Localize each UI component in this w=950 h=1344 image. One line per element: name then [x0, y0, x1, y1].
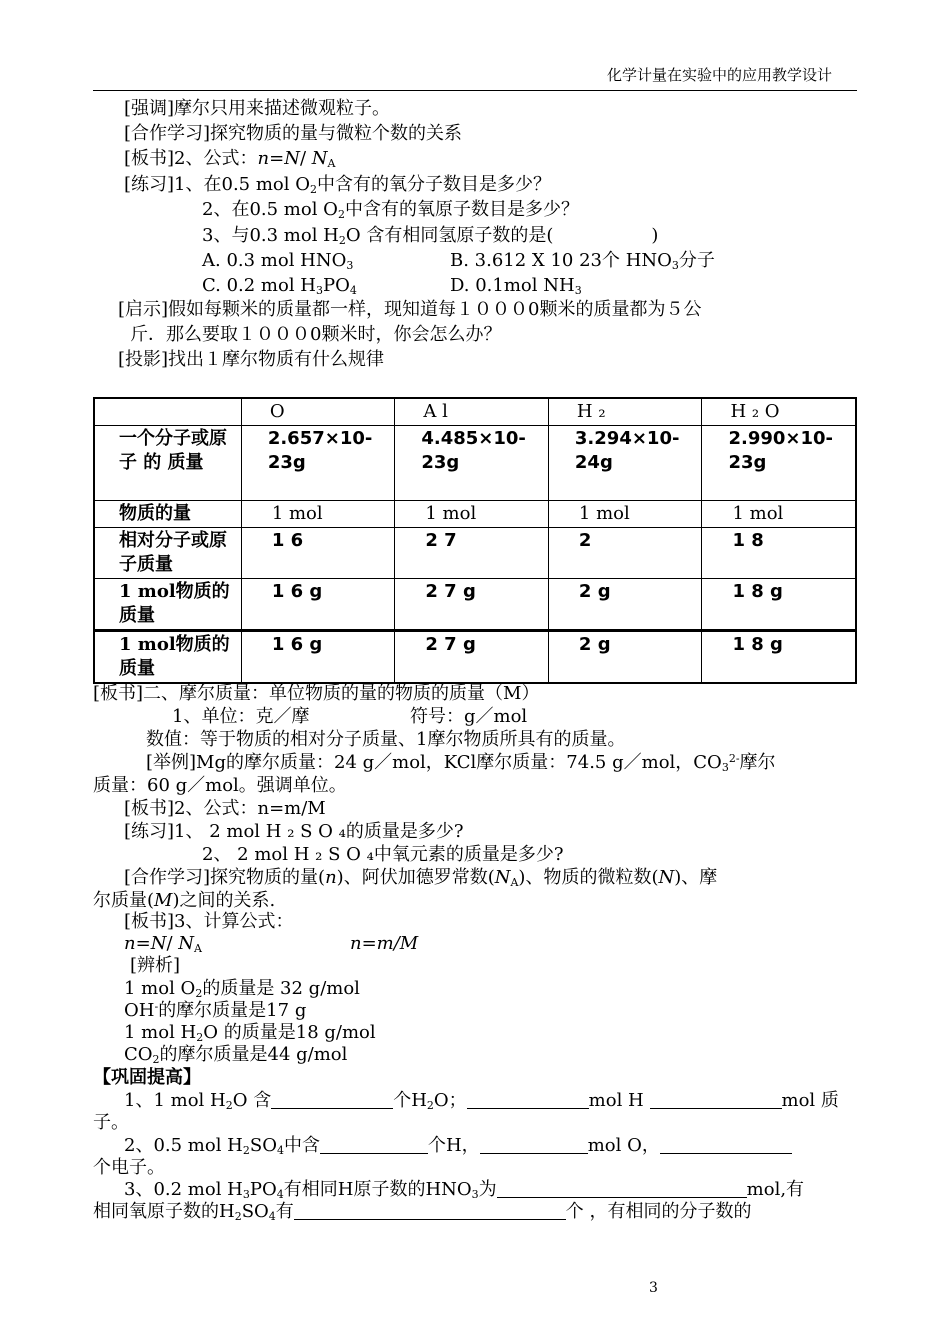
answer-blank[interactable] — [271, 1090, 393, 1109]
row-label: 1 mol物质的质量 — [94, 579, 241, 631]
answer-blank[interactable] — [497, 1179, 747, 1198]
row-label: 一个分子或原 子 的 质量 — [94, 426, 241, 501]
table-row — [94, 426, 856, 501]
exercise-3: 3、与0.3 mol $H_2O$ 含有相同氢原子数的是( ) — [202, 225, 659, 247]
formula-n-m: n=m/M — [350, 933, 419, 954]
table-cell: 1 6 g — [241, 631, 395, 684]
table-cell: 4.485×10-23g — [395, 426, 549, 501]
table-cell: 1 mol — [548, 501, 702, 528]
discrimination-3: 1 mol $H_2O$ 的质量是18 g/mol — [124, 1022, 376, 1044]
exercise-mass-2: 2、 2 mol H ₂ S O ₄中氧元素的质量是多少? — [202, 844, 564, 865]
exercise-1: [练习]1、在0.5 mol $O_2$中含有的氧分子数目是多少？ — [124, 174, 551, 196]
table-cell: 2 g — [548, 579, 702, 631]
table-row — [94, 631, 856, 684]
page-header: 化学计量在实验中的应用教学设计 — [606, 66, 832, 84]
table-header-cell: H ₂ — [548, 398, 702, 426]
projection-line: [投影]找出１摩尔物质有什么规律 — [118, 349, 385, 370]
discrimination-2: OH-的摩尔质量是17 g — [124, 1000, 307, 1021]
page-number: 3 — [649, 1280, 658, 1296]
discrimination-label: [辨析] — [130, 955, 181, 976]
table-cell: 2 g — [548, 631, 702, 684]
question-1-cont: 子。 — [93, 1112, 129, 1133]
table-cell: 1 8 — [702, 528, 856, 579]
value-line: 数值：等于物质的相对分子质量、1摩尔物质所具有的质量。 — [146, 729, 626, 750]
answer-blank[interactable] — [660, 1135, 792, 1154]
table-cell: 1 6 g — [241, 579, 395, 631]
coop-study-line-2: [合作学习]探究物质的量(n)、阿伏加德罗常数$(N_A)$、物质的微粒数(N)、摩 — [124, 867, 718, 889]
board-formula-2: [板书]2、公式：n=m/M — [124, 798, 326, 819]
question-3-cont: 相同氧原子数的$H_2SO_4$有 个 ，有相同的分子数的 — [93, 1201, 752, 1223]
row-label: 相对分子或原子质量 — [94, 528, 241, 579]
option-a: A. 0.3 mol $HNO_3$ — [202, 250, 354, 272]
exercise-mass-1: [练习]1、 2 mol H ₂ S O ₄的质量是多少? — [124, 821, 464, 842]
table-cell: 2 7 g — [395, 579, 549, 631]
coop-study-line-3: 尔质量(M)之间的关系. — [93, 890, 276, 911]
question-2-cont: 个电子。 — [93, 1157, 165, 1178]
table-cell: 1 6 — [241, 528, 395, 579]
discrimination-1: 1 mol $O_2$的质量是 32 g/mol — [124, 978, 360, 1000]
example-line-2: 质量：60 g／mol。强调单位。 — [93, 775, 347, 796]
row-label: 1 mol物质的质量 — [94, 631, 241, 684]
table-cell: 1 mol — [395, 501, 549, 528]
board-molar-mass: [板书]二、摩尔质量：单位物质的量的物质的质量（M） — [93, 683, 540, 704]
table-row — [94, 528, 856, 579]
symbol-line: 符号：g／mol — [410, 706, 528, 727]
table-header-cell: A l — [395, 398, 549, 426]
table-row — [94, 579, 856, 631]
coop-study-line: [合作学习]探究物质的量与微粒个数的关系 — [124, 123, 463, 144]
inspiration-line-2: 斤．那么要取１０００0颗米时，你会怎么办？ — [130, 324, 502, 345]
table-cell: 1 8 g — [702, 631, 856, 684]
option-b: B. 3.612 X 10 23个 $HNO_3$分子 — [450, 250, 715, 272]
header-rule — [93, 90, 857, 91]
emphasis-line: [强调]摩尔只用来描述微观粒子。 — [124, 98, 391, 119]
table-cell: 1 mol — [702, 501, 856, 528]
table-row — [94, 501, 856, 528]
exercise-2: 2、在0.5 mol $O_2$中含有的氧原子数目是多少？ — [202, 199, 579, 221]
board-calc-formula: [板书]3、计算公式： — [124, 911, 294, 932]
option-c: C. 0.2 mol $H_3PO_4$ — [202, 275, 357, 297]
table-header-cell — [94, 398, 241, 426]
option-d: D. 0.1mol $NH_3$ — [450, 275, 582, 297]
example-line: [举例]Mg的摩尔质量：24 g／mol，KCl摩尔质量：74.5 g／mol，$CO_3^{2-}$摩尔 — [146, 752, 776, 774]
table-cell: 2.990×10-23g — [702, 426, 856, 501]
answer-blank[interactable] — [294, 1201, 566, 1220]
unit-line: 1、单位：克／摩 — [172, 706, 310, 727]
question-3: 3、0.2 mol $H_3PO_4$有相同H原子数的$HNO_3$为 mol,有 — [124, 1179, 805, 1201]
table-header-cell: O — [241, 398, 395, 426]
answer-blank[interactable] — [320, 1135, 428, 1154]
table-cell: 2 7 g — [395, 631, 549, 684]
question-1: 1、1 mol $H_2O$ 含 个$H_2O$； mol H mol 质 — [124, 1090, 839, 1112]
formula-n-N: n=N/ $N_A$ — [124, 933, 202, 955]
inspiration-line-1: [启示]假如每颗米的质量都一样，现知道每１０００0颗米的质量都为５公 — [118, 299, 702, 320]
answer-blank[interactable] — [650, 1090, 782, 1109]
row-label: 物质的量 — [94, 501, 241, 528]
table-cell: 2.657×10-23g — [241, 426, 395, 501]
section-heading: 【巩固提高】 — [93, 1067, 201, 1088]
answer-blank[interactable] — [467, 1090, 589, 1109]
mole-table — [93, 397, 857, 684]
table-cell: 3.294×10-24g — [548, 426, 702, 501]
question-2: 2、0.5 mol $H_2SO_4$中含 个H， mol O， — [124, 1134, 792, 1158]
table-header-cell: H ₂ O — [702, 398, 856, 426]
table-cell: 1 mol — [241, 501, 395, 528]
board-formula-line: [板书]2、公式：n=N/ $N_A$ — [124, 148, 336, 170]
table-header-row — [94, 398, 856, 426]
table-cell: 1 8 g — [702, 579, 856, 631]
discrimination-4: $CO_2$的摩尔质量是44 g/mol — [124, 1044, 348, 1066]
table-cell: 2 — [548, 528, 702, 579]
table-cell: 2 7 — [395, 528, 549, 579]
answer-blank[interactable] — [480, 1135, 588, 1154]
